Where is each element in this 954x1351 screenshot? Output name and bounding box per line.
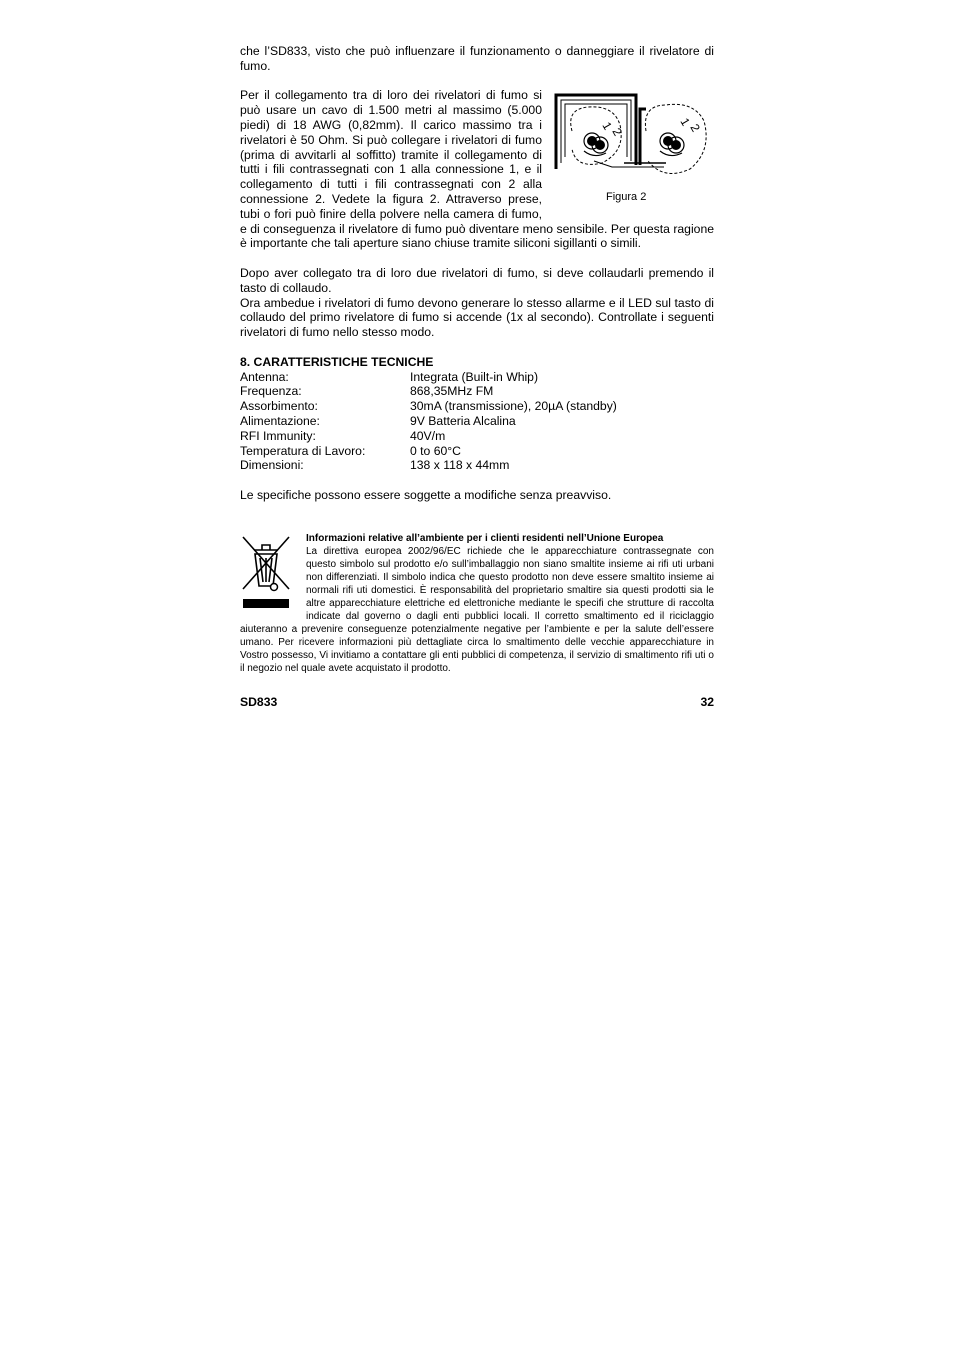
intro-paragraph: che l’SD833, visto che può influenzare il funzionamento o danneggiare il rivelatore di fumo. <box>240 44 714 73</box>
spec-row <box>240 414 714 429</box>
spec-label: Frequenza: <box>240 384 302 399</box>
spec-label: Dimensioni: <box>240 458 304 473</box>
environment-title: Informazioni relative all’ambiente per i clienti residenti nell’Unione Europea <box>306 532 664 544</box>
footer-page-number: 32 <box>700 694 714 709</box>
spec-label: Alimentazione: <box>240 413 320 428</box>
test-paragraph-2: Ora ambedue i rivelatori di fumo devono generare lo stesso allarme e il LED sul tasto di collaudo del primo rivelatore di fumo si accende (1x al secondo). Controllate i seguenti rivelatori di fumo nello stesso modo. <box>240 295 714 340</box>
weee-crossed-bin-icon <box>240 534 292 612</box>
spec-label: RFI Immunity: <box>240 428 316 443</box>
terminal-label-2-left: 2 <box>609 125 625 139</box>
specs-heading: 8. CARATTERISTICHE TECNICHE <box>240 354 434 369</box>
spec-label: Assorbimento: <box>240 399 318 414</box>
environment-notice <box>240 532 714 675</box>
spec-row <box>240 370 714 385</box>
spec-label: Antenna: <box>240 369 289 384</box>
disclaimer: Le specifiche possono essere soggette a modifiche senza preavviso. <box>240 487 612 502</box>
figure-caption: Figura 2 <box>606 191 647 204</box>
spec-row <box>240 384 714 399</box>
spec-row <box>240 444 714 459</box>
spec-value: 30mA (transmissione), 20µA (standby) <box>410 399 617 414</box>
spec-row <box>240 458 714 473</box>
spec-row <box>240 399 714 414</box>
page-footer <box>240 695 714 709</box>
figure-2 <box>554 91 714 203</box>
terminal-label-2-right: 2 <box>687 121 703 135</box>
test-paragraph-1: Dopo aver collegato tra di loro due rivelatori di fumo, si deve collaudarli premendo il tasto di collaudo. <box>240 265 714 295</box>
environment-text: La direttiva europea 2002/96/EC richiede che le apparecchiature contrassegnate con questo simbolo sul prodotto e/o sull’imballaggio non siano smaltite insieme ai rifi uti urbani non differenziati. Il simbolo indica che questo prodotto non deve essere smaltito insieme ai normali rifi uti domestici. È responsabilità del proprietario smaltire sia questi prodotti sia le altre apparecchiature elettriche ed elettroniche mediante le specifi che strutture di raccolta indicate dal governo o dagli enti pubblici locali. Il corretto smaltimento ed il riciclaggio aiuteranno a prevenire conseguenze potenzialmente negative per l’ambiente e per la salute dell’essere umano. Per ricevere informazioni più dettagliate circa lo smaltimento delle vecchie apparecchiature in Vostro possesso, Vi invitiamo a contattare gli enti pubblici di competenza, il servizio di smaltimento rifi uti o il negozio nel quale avete acquistato il prodotto. <box>240 545 714 674</box>
specs-table <box>240 370 714 474</box>
spec-value: Integrata (Built-in Whip) <box>410 369 539 384</box>
spec-value: 138 x 118 x 44mm <box>410 458 510 473</box>
spec-label: Temperatura di Lavoro: <box>240 443 366 458</box>
terminal-label-1-left: 1 <box>599 119 615 133</box>
terminal-label-1-right: 1 <box>677 115 693 129</box>
spec-row <box>240 429 714 444</box>
spec-value: 0 to 60°C <box>410 443 461 458</box>
footer-model: SD833 <box>240 694 278 709</box>
manual-page <box>240 44 714 709</box>
spec-value: 9V Batteria Alcalina <box>410 413 516 428</box>
spec-value: 868,35MHz FM <box>410 384 494 399</box>
wiring-diagram <box>554 91 710 183</box>
connection-paragraph: Per il collegamento tra di loro dei rivelatori di fumo si può usare un cavo di 1.500 metri al massimo (5.000 piedi) di 18 AWG (0,82mm). Il carico massimo tra i rivelatori è 50 Ohm. Si può collegare i rivelatori di fumo (prima di avvitarli al soffitto) tramite il collegamento di tutti i fili contrassegnati con 1 alla connessione 1, e il collegamento di tutti i fili contrassegnati con 2 alla connessione 2. Vedete la figura 2. Attraverso prese, tubi o fori può finire della polvere nella camera di fumo, e di conseguenza il rivelatore di fumo può diventare meno sensibile. Per questa ragione è importante che tali aperture siano chiuse tramite siliconi sigillanti o simili. <box>240 88 714 251</box>
spec-value: 40V/m <box>410 428 446 443</box>
